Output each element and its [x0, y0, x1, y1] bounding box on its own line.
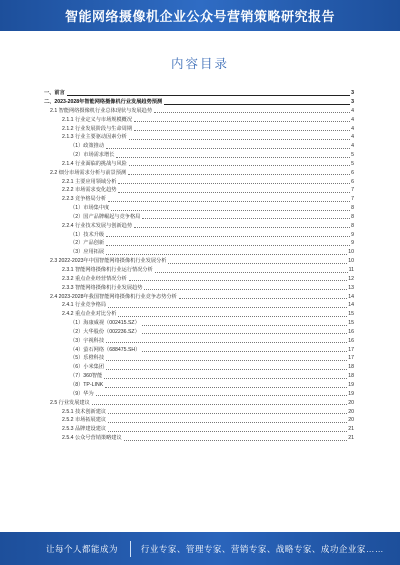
toc-entry[interactable] [44, 336, 354, 345]
toc-entry-label: 2.3.1 智能网络摄像机行业运行情况分析 [62, 267, 153, 274]
toc-leader-dots [144, 289, 347, 290]
toc-entry[interactable] [44, 327, 354, 336]
toc-leader-dots [108, 422, 347, 423]
toc-entry-label: 2.2.1 主要应用领域分析 [62, 178, 117, 185]
toc-entry-page: 20 [348, 417, 354, 424]
toc-entry-page: 13 [348, 284, 354, 291]
toc-leader-dots [154, 112, 350, 113]
toc-entry[interactable] [44, 389, 354, 398]
toc-entry[interactable] [44, 212, 354, 221]
toc-entry-page: 14 [348, 293, 354, 300]
toc-entry-label: 2.3 2022-2023年中国智能网络摄像机行业发展分析 [50, 258, 167, 265]
toc-entry-page: 17 [348, 346, 354, 353]
toc-entry-label: 2.1.2 行业发展阶段与生命周期 [62, 125, 133, 132]
toc-entry-page: 9 [351, 231, 354, 238]
toc-entry[interactable] [44, 300, 354, 309]
toc-entry[interactable] [44, 344, 354, 353]
toc-entry[interactable] [44, 247, 354, 256]
toc-entry[interactable] [44, 415, 354, 424]
toc-entry-page: 19 [348, 390, 354, 397]
toc-leader-dots [116, 157, 350, 158]
report-title: 智能网络摄像机企业公众号营销策略研究报告 [64, 9, 335, 24]
toc-entry[interactable] [44, 424, 354, 433]
toc-leader-dots [142, 333, 347, 334]
toc-entry[interactable] [44, 230, 354, 239]
toc-leader-dots [92, 404, 347, 405]
toc-entry-page: 17 [348, 355, 354, 362]
footer-banner [0, 532, 400, 565]
toc-entry-page: 6 [351, 169, 354, 176]
toc-leader-dots [106, 245, 350, 246]
toc-entry[interactable] [44, 123, 354, 132]
toc-leader-dots [179, 298, 347, 299]
toc-entry-label: （5）乐橙科技 [70, 355, 105, 362]
toc-entry[interactable] [44, 176, 354, 185]
toc-entry-page: 10 [348, 249, 354, 256]
toc-entry[interactable] [44, 203, 354, 212]
toc-leader-dots [106, 360, 347, 361]
toc-leader-dots [104, 378, 347, 379]
toc-entry[interactable] [44, 353, 354, 362]
toc-leader-dots [108, 201, 350, 202]
toc-entry-page: 4 [351, 116, 354, 123]
toc-leader-dots [168, 263, 347, 264]
toc-entry[interactable] [44, 194, 354, 203]
toc-entry-label: 2.4.2 重点企业对比分析 [62, 311, 117, 318]
toc-entry-label: 2.1.4 行业面临的挑战与风险 [62, 160, 127, 167]
toc-leader-dots [155, 272, 348, 273]
toc-leader-dots [129, 280, 347, 281]
toc-entry-page: 8 [351, 205, 354, 212]
toc-entry-page: 6 [351, 178, 354, 185]
toc-leader-dots [106, 342, 347, 343]
toc-entry-label: （2）产品创新 [70, 240, 105, 247]
toc-leader-dots [142, 351, 347, 352]
toc-entry[interactable] [44, 159, 354, 168]
toc-entry[interactable] [44, 362, 354, 371]
toc-leader-dots [106, 148, 350, 149]
toc-entry-page: 19 [348, 381, 354, 388]
toc-entry-page: 4 [351, 107, 354, 114]
toc-leader-dots [108, 307, 347, 308]
report-title-banner [0, 0, 400, 31]
toc-entry-page: 16 [348, 337, 354, 344]
toc-entry-page: 21 [348, 435, 354, 442]
toc-entry-label: 一、前言 [44, 90, 65, 97]
toc-entry-page: 20 [348, 399, 354, 406]
toc-entry-label: （3）应用拓展 [70, 249, 105, 256]
toc-entry-page: 7 [351, 196, 354, 203]
toc-entry[interactable] [44, 433, 354, 442]
toc-leader-dots [142, 218, 350, 219]
toc-entry-label: （3）宇视科技 [70, 337, 105, 344]
toc-leader-dots [106, 254, 347, 255]
toc-entry-label: 2.2.2 市场需求变化趋势 [62, 187, 117, 194]
toc-entry-page: 7 [351, 187, 354, 194]
toc-entry-label: 2.3.2 重点企业经营情况分析 [62, 275, 127, 282]
toc-entry-label: （4）萤石网络（688475.SH） [70, 346, 141, 353]
toc-entry[interactable] [44, 150, 354, 159]
toc-heading: 内容目录 [170, 56, 229, 71]
toc-entry[interactable] [44, 274, 354, 283]
toc-entry-page: 8 [351, 213, 354, 220]
toc-entry[interactable] [44, 318, 354, 327]
toc-entry-label: 2.5.2 市场拓展建议 [62, 417, 107, 424]
toc-leader-dots [118, 316, 347, 317]
toc-leader-dots [142, 325, 347, 326]
toc-entry[interactable] [44, 168, 354, 177]
toc-entry-page: 4 [351, 134, 354, 141]
toc-leader-dots [128, 174, 350, 175]
toc-entry-label: （1）市场集中度 [70, 205, 110, 212]
toc-entry[interactable] [44, 132, 354, 141]
toc-leader-dots [129, 139, 350, 140]
toc-leader-dots [106, 369, 347, 370]
toc-entry-page: 8 [351, 222, 354, 229]
toc-leader-dots [118, 192, 350, 193]
toc-leader-dots [96, 395, 348, 396]
toc-entry-page: 5 [351, 152, 354, 159]
toc-entry[interactable] [44, 141, 354, 150]
table-of-contents [44, 88, 354, 442]
toc-entry-label: 2.1.1 行业定义与市场规模概况 [62, 116, 133, 123]
toc-entry-label: （2）国产品牌崛起与竞争格局 [70, 213, 141, 220]
toc-entry-label: 2.5.1 技术创新建议 [62, 408, 107, 415]
toc-leader-dots [111, 210, 350, 211]
toc-entry-page: 5 [351, 160, 354, 167]
toc-entry[interactable] [44, 88, 354, 97]
toc-entry-label: （1）政策推动 [70, 143, 105, 150]
toc-entry[interactable] [44, 398, 354, 407]
toc-entry[interactable] [44, 106, 354, 115]
toc-leader-dots [108, 431, 347, 432]
toc-leader-dots [106, 236, 350, 237]
toc-entry-label: （7）360智能 [70, 373, 103, 380]
toc-leader-dots [118, 183, 350, 184]
toc-entry[interactable] [44, 115, 354, 124]
toc-entry-page: 15 [348, 311, 354, 318]
toc-leader-dots [134, 227, 350, 228]
toc-entry-label: （2）大华股份（002236.SZ） [70, 328, 140, 335]
toc-entry[interactable] [44, 221, 354, 230]
toc-entry-label: 2.4.1 行业竞争格局 [62, 302, 107, 309]
toc-entry[interactable] [44, 309, 354, 318]
toc-entry-page: 14 [348, 302, 354, 309]
toc-entry-label: 2.2.3 竞争格局分析 [62, 196, 107, 203]
toc-entry-label: 2.4 2023-2028年我国智能网络摄像机行业竞争态势分析 [50, 293, 177, 300]
toc-entry-page: 10 [348, 258, 354, 265]
toc-leader-dots [67, 95, 350, 96]
toc-entry-label: 2.5.4 公众号营销策略建议 [62, 435, 122, 442]
toc-leader-dots [134, 121, 350, 122]
toc-entry-page: 11 [348, 267, 354, 274]
toc-leader-dots [134, 130, 350, 131]
toc-entry[interactable] [44, 256, 354, 265]
toc-entry-label: （6）小米集团 [70, 364, 105, 371]
toc-leader-dots [124, 440, 348, 441]
toc-leader-dots [129, 165, 350, 166]
toc-entry-label: （8）TP-LINK [70, 381, 104, 388]
toc-entry-page: 16 [348, 328, 354, 335]
toc-entry-label: 2.1.3 行业主要驱动因素分析 [62, 134, 127, 141]
toc-entry-page: 4 [351, 125, 354, 132]
toc-entry[interactable] [44, 283, 354, 292]
toc-leader-dots [108, 413, 347, 414]
toc-entry-page: 20 [348, 408, 354, 415]
toc-entry-label: （2）市场需求增长 [70, 152, 115, 159]
toc-entry[interactable] [44, 238, 354, 247]
toc-entry-page: 15 [348, 320, 354, 327]
toc-entry-page: 3 [351, 98, 354, 105]
toc-entry-label: （9）华为 [70, 390, 94, 397]
toc-entry-page: 18 [348, 373, 354, 380]
toc-entry-label: 2.3.3 智能网络摄像机行业发展趋势 [62, 284, 143, 291]
toc-entry[interactable] [44, 265, 354, 274]
toc-entry-page: 4 [351, 143, 354, 150]
toc-entry-label: （1）海康威视（002415.SZ） [70, 320, 140, 327]
toc-entry-label: 2.1 智能网络摄像机行业总体现状与发展趋势 [50, 107, 153, 114]
toc-entry-label: 2.5 行业发展建议 [50, 399, 90, 406]
footer-slogan-left: 让每个人都能成为 [46, 543, 119, 554]
toc-entry[interactable] [44, 371, 354, 380]
toc-entry-label: （1）技术升级 [70, 231, 105, 238]
toc-entry-page: 21 [348, 426, 354, 433]
toc-entry[interactable] [44, 406, 354, 415]
toc-entry-page: 12 [348, 275, 354, 282]
toc-entry-label: 2.5.3 品牌建设建议 [62, 426, 107, 433]
toc-entry-label: 2.2 细分市场需求分析与前景预测 [50, 169, 127, 176]
toc-entry[interactable] [44, 185, 354, 194]
toc-entry-label: 二、2023-2028年智能网络摄像机行业发展趋势预测 [44, 98, 163, 105]
footer-divider [130, 541, 131, 557]
toc-entry-page: 9 [351, 240, 354, 247]
toc-entry-label: 2.2.4 行业技术发展与创新趋势 [62, 222, 133, 229]
footer-slogan-right: 行业专家、管理专家、营销专家、战略专家、成功企业家…… [140, 543, 384, 554]
toc-entry-page: 3 [351, 90, 354, 97]
toc-entry[interactable] [44, 97, 354, 106]
toc-entry[interactable] [44, 291, 354, 300]
toc-entry[interactable] [44, 380, 354, 389]
toc-entry-page: 18 [348, 364, 354, 371]
toc-leader-dots [164, 104, 350, 105]
toc-leader-dots [105, 387, 347, 388]
